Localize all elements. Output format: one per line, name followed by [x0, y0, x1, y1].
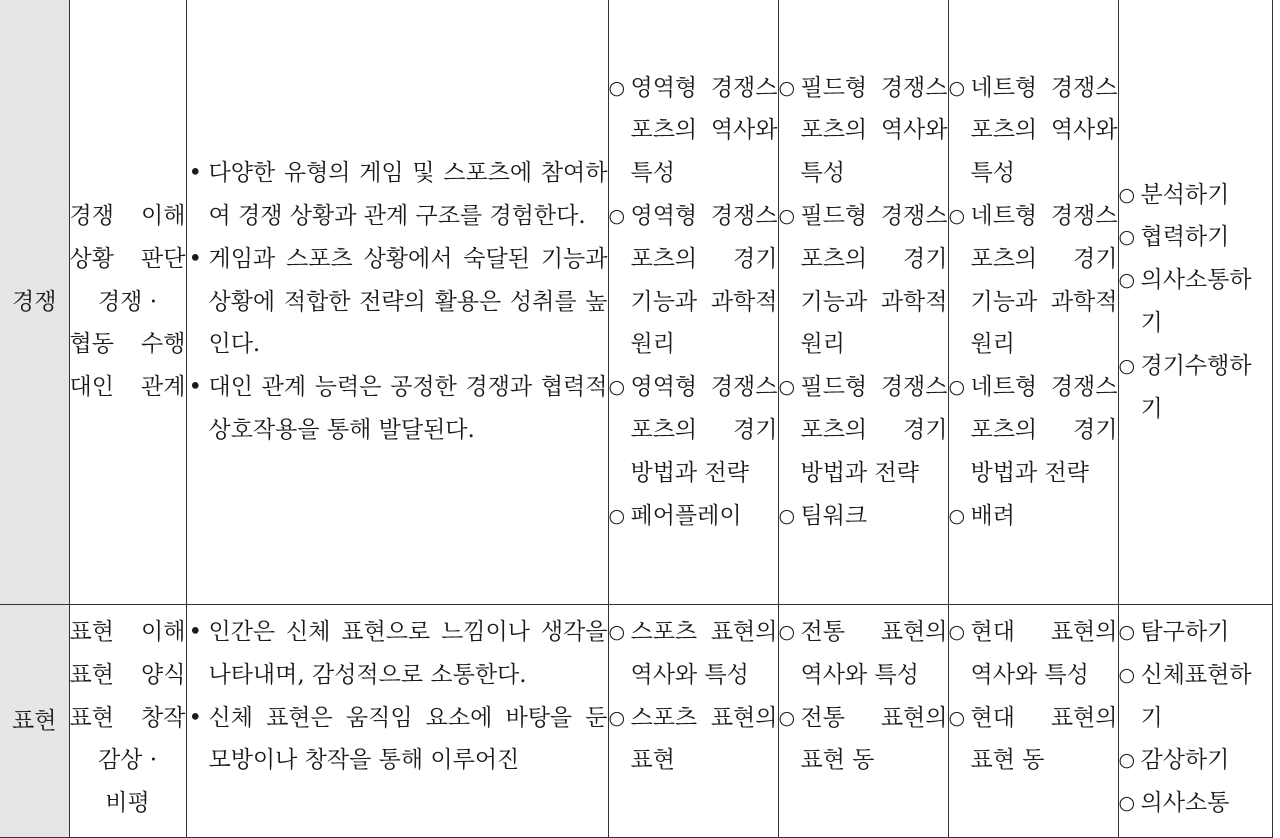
content-item: ○ 네트형 경쟁스포츠의 경기 방법과 전략 [949, 366, 1118, 494]
circle-marker-icon: ○ [1118, 183, 1136, 206]
circle-marker-icon: ○ [1118, 749, 1136, 772]
circle-marker-icon: ○ [1118, 621, 1136, 643]
generalization-item: • 게임과 스포츠 상황에서 숙달된 기능과 상황에 적합한 전략의 활용은 성취를 높인다. [187, 238, 608, 366]
circle-marker-icon: ○ [608, 706, 626, 729]
core-concept: 표현 이해 [69, 619, 186, 645]
content-cell-net [948, 0, 1118, 605]
function-item: ○ 탐구하기 [1119, 611, 1272, 654]
core-concepts-cell [69, 605, 186, 838]
content-cell-area [608, 605, 778, 838]
content-cell-field [778, 605, 948, 838]
circle-marker-icon: ○ [1118, 226, 1136, 249]
circle-marker-icon: ○ [608, 76, 626, 99]
domain-label: 경쟁 [12, 288, 57, 315]
core-concept: 비평 [105, 790, 150, 817]
function-item: ○ 분석하기 [1119, 174, 1272, 217]
circle-marker-icon: ○ [1118, 269, 1136, 292]
content-item: ○ 네트형 경쟁스포츠의 경기 기능과 과학적 원리 [949, 195, 1118, 366]
core-concept: 협동 수행 [69, 331, 186, 358]
content-item: ○ 전통 표현의 표현 동 [779, 697, 948, 783]
content-item: ○ 필드형 경쟁스포츠의 경기 기능과 과학적 원리 [779, 195, 948, 366]
circle-marker-icon: ○ [948, 376, 966, 399]
domain-cell [0, 0, 69, 605]
circle-marker-icon: ○ [948, 76, 966, 99]
circle-marker-icon: ○ [948, 621, 966, 643]
circle-marker-icon: ○ [948, 504, 966, 527]
content-cell-area [608, 0, 778, 605]
content-cell-net [948, 605, 1118, 838]
core-concept: 상황 판단 [69, 245, 186, 272]
generalization-item: • 대인 관계 능력은 공정한 경쟁과 협력적 상호작용을 통해 발달된다. [187, 366, 608, 452]
content-item: ○ 필드형 경쟁스포츠의 역사와 특성 [779, 67, 948, 195]
function-item: ○ 신체표현하기 [1119, 654, 1272, 740]
content-item: ○ 전통 표현의 역사와 특성 [779, 611, 948, 697]
core-concept: 표현 창작 [69, 704, 186, 731]
core-concept: 경쟁 · [97, 288, 158, 315]
core-concept: 경쟁 이해 [69, 203, 186, 229]
content-item: ○ 영역형 경쟁스포츠의 경기 기능과 과학적 원리 [609, 195, 778, 366]
content-item: ○ 스포츠 표현의 역사와 특성 [609, 611, 778, 697]
content-item: ○ 네트형 경쟁스포츠의 역사와 특성 [949, 67, 1118, 195]
content-item: ○ 현대 표현의 표현 동 [949, 697, 1118, 783]
generalization-item: • 인간은 신체 표현으로 느낌이나 생각을 나타내며, 감성적으로 소통한다. [187, 611, 608, 697]
function-item: ○ 감상하기 [1119, 739, 1272, 782]
circle-marker-icon: ○ [948, 706, 966, 729]
content-item: ○ 스포츠 표현의 표현 [609, 697, 778, 783]
domain-cell [0, 605, 69, 838]
circle-marker-icon: ○ [778, 76, 796, 99]
core-concepts-cell [69, 0, 186, 605]
generalization-cell [186, 0, 608, 605]
circle-marker-icon: ○ [778, 706, 796, 729]
circle-marker-icon: ○ [1118, 663, 1136, 686]
content-item: ○ 배려 [949, 495, 1118, 538]
table-row [0, 605, 1272, 838]
core-concept: 대인 관계 [69, 374, 186, 401]
function-item: ○ 의사소통하기 [1119, 259, 1272, 345]
circle-marker-icon: ○ [778, 504, 796, 527]
generalization-item: • 신체 표현은 움직임 요소에 바탕을 둔 모방이나 창작을 통해 이루어진 [187, 697, 608, 783]
content-item: ○ 영역형 경쟁스포츠의 역사와 특성 [609, 67, 778, 195]
circle-marker-icon: ○ [608, 376, 626, 399]
function-cell [1118, 0, 1272, 605]
domain-label: 표현 [12, 707, 57, 734]
content-item: ○ 페어플레이 [609, 495, 778, 538]
content-cell-field [778, 0, 948, 605]
function-item: ○ 의사소통 [1119, 782, 1272, 825]
content-item: ○ 필드형 경쟁스포츠의 경기 방법과 전략 [779, 366, 948, 494]
content-item: ○ 현대 표현의 역사와 특성 [949, 611, 1118, 697]
function-item: ○ 경기수행하기 [1119, 345, 1272, 431]
generalization-item: • 다양한 유형의 게임 및 스포츠에 참여하여 경쟁 상황과 관계 구조를 경험한다. [187, 152, 608, 238]
circle-marker-icon: ○ [778, 621, 796, 643]
generalization-cell [186, 605, 608, 838]
circle-marker-icon: ○ [608, 621, 626, 643]
circle-marker-icon: ○ [608, 504, 626, 527]
content-item: ○ 팀워크 [779, 495, 948, 538]
function-item: ○ 협력하기 [1119, 216, 1272, 259]
circle-marker-icon: ○ [948, 205, 966, 227]
circle-marker-icon: ○ [1118, 792, 1136, 815]
function-cell [1118, 605, 1272, 838]
core-concept: 감상 · [97, 747, 158, 774]
content-item: ○ 영역형 경쟁스포츠의 경기 방법과 전략 [609, 366, 778, 494]
circle-marker-icon: ○ [608, 205, 626, 227]
circle-marker-icon: ○ [778, 205, 796, 227]
circle-marker-icon: ○ [778, 376, 796, 399]
core-concept: 표현 양식 [69, 661, 186, 688]
circle-marker-icon: ○ [1118, 354, 1136, 377]
